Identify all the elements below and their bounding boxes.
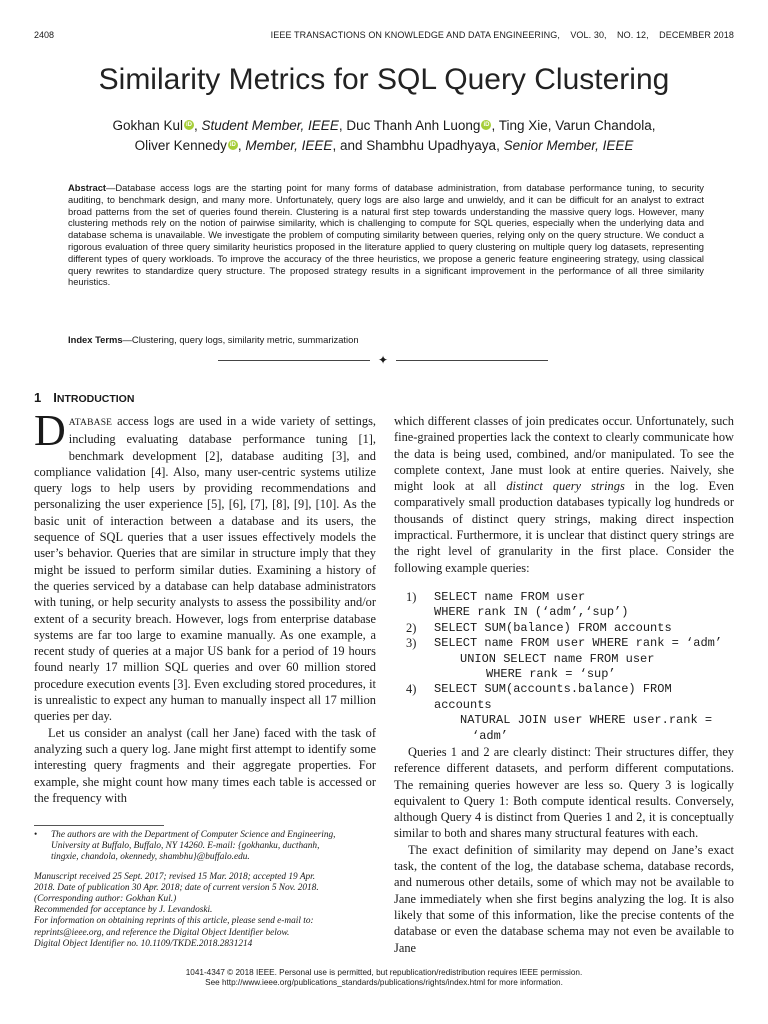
left-column — [34, 406, 376, 806]
author-role: Member, IEEE — [245, 137, 333, 153]
orcid-icon[interactable]: iD — [185, 122, 192, 128]
footnote-line: (Corresponding author: Gokhan Kul.) — [34, 894, 177, 905]
example-queries — [406, 590, 736, 744]
footnotes — [34, 830, 376, 950]
paper-title: Similarity Metrics for SQL Query Clustering — [98, 63, 670, 96]
query-number: 4) — [406, 682, 417, 697]
right-column — [394, 413, 734, 576]
divider-line — [396, 360, 548, 361]
intro-text: which different classes of join predicates occur. Unfortunately, such fine-grained properties lack the context to clearly communicate how the data is being used, combined, and/or manipulated. To see the complete context, Jane must look at entire queries. Naively, she might look at all — [394, 414, 734, 494]
footnote-line: University at Buffalo, Buffalo, NY 14260. E-mail: {gokhanku, ducthanh, — [51, 841, 320, 852]
footnote-line: Manuscript received 25 Sept. 2017; revised 15 Mar. 2018; accepted 19 Apr. — [34, 871, 316, 882]
query-item — [406, 682, 736, 744]
footnote-line: The authors are with the Department of Computer Science and Engineering, — [51, 830, 336, 840]
divider-diamond-icon: ✦ — [378, 353, 389, 367]
author-list — [60, 116, 708, 155]
query-line: WHERE rank IN (‘adm’,‘sup’) — [434, 605, 629, 620]
intro-paragraph-1 — [34, 406, 376, 725]
intro-paragraph-5: The exact definition of similarity may depend on Jane’s exact task, the content of the log, the database schema, database records, and numerous other details, some of which may not be available to Jane immediately when she first begins analyzing the log. It is also likely that some of this information, like the precise contents of the database or even the database schema may not even be available to Jane — [394, 842, 734, 955]
intro-emphasis: distinct query strings — [506, 479, 625, 494]
author-names: , Ting Xie, Varun Chandola, — [491, 118, 656, 133]
section-number: 1 — [34, 390, 42, 405]
index-terms — [68, 334, 704, 346]
query-line: accounts — [434, 697, 492, 712]
query-item — [406, 621, 736, 636]
intro-smallcaps: ATABASE — [68, 418, 113, 428]
footnote-line: Recommended for acceptance by J. Levandoski. — [34, 905, 213, 916]
divider-line — [218, 360, 370, 361]
query-line: UNION SELECT name FROM user — [460, 651, 655, 666]
section-heading — [34, 390, 134, 407]
section-title-initial: I — [53, 390, 57, 405]
index-terms-label: Index Terms — [68, 334, 123, 345]
orcid-icon[interactable]: iD — [483, 122, 490, 128]
index-terms-text: —Clustering, query logs, similarity metric, summarization — [122, 334, 359, 345]
query-line: SELECT name FROM user — [434, 590, 586, 604]
query-number: 1) — [406, 590, 417, 604]
query-item — [406, 636, 736, 682]
footnote-line: For information on obtaining reprints of this article, please send e-mail to: — [34, 916, 314, 927]
intro-paragraph-4: Queries 1 and 2 are clearly distinct: Their structures differ, they reference different datasets, and perform different computations. The remaining queries however are less so. Query 3 is logically equivalent to Query 1: Both compute identical results. Conversely, although Query 4 is distinct from Queries 1 and 2, it is conceptually similar to both and shares many structural features with each. — [394, 745, 734, 841]
copyright-link-line[interactable]: See http://www.ieee.org/publications_standards/publications/rights/index.html for more information. — [205, 978, 563, 987]
abstract-label: Abstract — [68, 182, 107, 193]
abstract-text: —Database access logs are the starting point for many forms of database administration, from database performance tuning, to security auditing, to benchmark design, and many more. Unfortunately, query logs are also large and unwieldy, and it can be difficult for an analyst to extract broad patterns from the set of queries found therein. Clustering is a natural first step towards understanding the massive query logs. However, many clustering methods rely on the notion of pairwise similarity, which is challenging to compute for SQL queries, especially when the underlying data and database schema is unavailable. We investigate the problem of computing similarity between queries, relying only on the query structure. We conduct a rigorous evaluation of three query similarity heuristics proposed in the literature applied to query clustering on multiple query log datasets, representing different types of query workloads. To improve the accuracy of the three heuristics, we propose a generic feature engineering strategy, using classical query rewrites to standardize query structure. The proposed strategy results in a significant improvement in the performance of all three similarity heuristics. — [68, 182, 704, 288]
intro-text: access logs are used in a wide variety of settings, including evaluating database performance tuning [1], benchmark development [2], database auditing [3], and compliance validation [4]. Also, many user-centric systems utilize query logs to help users by providing recommendations and personalizing the user experience [5], [6], [7], [8], [9], [10]. As the basic unit of interaction between a database and its users, the sequence of SQL queries that a user issues effectively models the user’s behavior. Queries that are similar in structure imply that they might be issued to perform similar duties. Examining a history of the queries serviced by a database can help database administrators with tuning, or help security analysts to assess the possibility and/or extent of a security breach. However, logs from enterprise database systems are far too large to examine manually. As one example, a recent study of queries at a major US bank for a period of 19 hours found nearly 17 million SQL queries and over 60 million stored procedure execution events [3]. Even excluding stored procedures, it is unrealistic to expect any human to manually inspect all 17 million queries per day. — [34, 414, 376, 724]
author-sep: , — [237, 137, 246, 153]
page-number: 2408 — [34, 30, 55, 40]
query-line: SELECT SUM(balance) FROM accounts — [434, 620, 672, 635]
author-duc-luong: , Duc Thanh Anh Luong — [338, 118, 481, 133]
copyright-line: 1041-4347 © 2018 IEEE. Personal use is permitted, but republication/redistribution requires IEEE permission. — [185, 968, 583, 977]
query-line: SELECT name FROM user WHERE rank = ‘adm’ — [434, 636, 723, 651]
intro-text: in the log. Even comparatively small production databases typically log hundreds or thousands of distinct query strings, making direct inspection impractical. Furthermore, it is unclear that distinct query strings are the right level of granularity in the first place. Consider the following example queries: — [394, 479, 734, 575]
intro-paragraph-3 — [394, 413, 734, 576]
section-divider — [218, 353, 548, 367]
right-column-continued — [394, 744, 734, 956]
query-number: 2) — [406, 620, 417, 635]
author-shambhu-upadhyaya: , and Shambhu Upadhyaya, — [332, 137, 500, 153]
footnote-rule — [34, 825, 164, 826]
footnote-line: tingxie, chandola, okennedy, shambhu}@buffalo.edu. — [51, 852, 250, 863]
abstract — [68, 182, 704, 288]
query-number: 3) — [406, 636, 417, 651]
author-oliver-kennedy: Oliver Kennedy — [134, 137, 227, 153]
intro-paragraph-2: Let us consider an analyst (call her Jane) faced with the task of analyzing such a query log. Jane might first attempt to identify some interesting query fragments and their aggregate properties. For example, she might count how many times each table is accessed or the frequency with — [34, 725, 376, 805]
orcid-icon[interactable]: iD — [229, 141, 236, 148]
footnote-line: reprints@ieee.org, and reference the Digital Object Identifier below. — [34, 927, 290, 938]
author-sep: , — [193, 118, 202, 133]
drop-cap: D — [34, 406, 66, 455]
section-title-rest: NTRODUCTION — [56, 393, 135, 405]
author-gokhan-kul: Gokhan Kul — [112, 118, 183, 133]
query-item — [406, 590, 736, 621]
copyright-notice — [34, 968, 734, 988]
doi-line: Digital Object Identifier no. 10.1109/TKDE.2018.2831214 — [34, 938, 253, 949]
query-line: ‘adm’ — [472, 728, 509, 743]
footnote-line: 2018. Date of publication 30 Apr. 2018; date of current version 5 Nov. 2018. — [34, 882, 319, 893]
bullet-icon: • — [34, 830, 38, 840]
query-line: WHERE rank = ‘sup’ — [486, 667, 616, 682]
author-role: Student Member, IEEE — [201, 118, 339, 133]
author-role: Senior Member, IEEE — [503, 137, 634, 153]
affiliation-note — [34, 830, 376, 864]
running-header — [34, 30, 734, 44]
journal-info: IEEE TRANSACTIONS ON KNOWLEDGE AND DATA ENGINEERING, VOL. 30, NO. 12, DECEMBER 2018 — [270, 30, 734, 40]
query-line: NATURAL JOIN user WHERE user.rank = — [460, 713, 713, 728]
query-line: SELECT SUM(accounts.balance) FROM — [434, 682, 672, 697]
